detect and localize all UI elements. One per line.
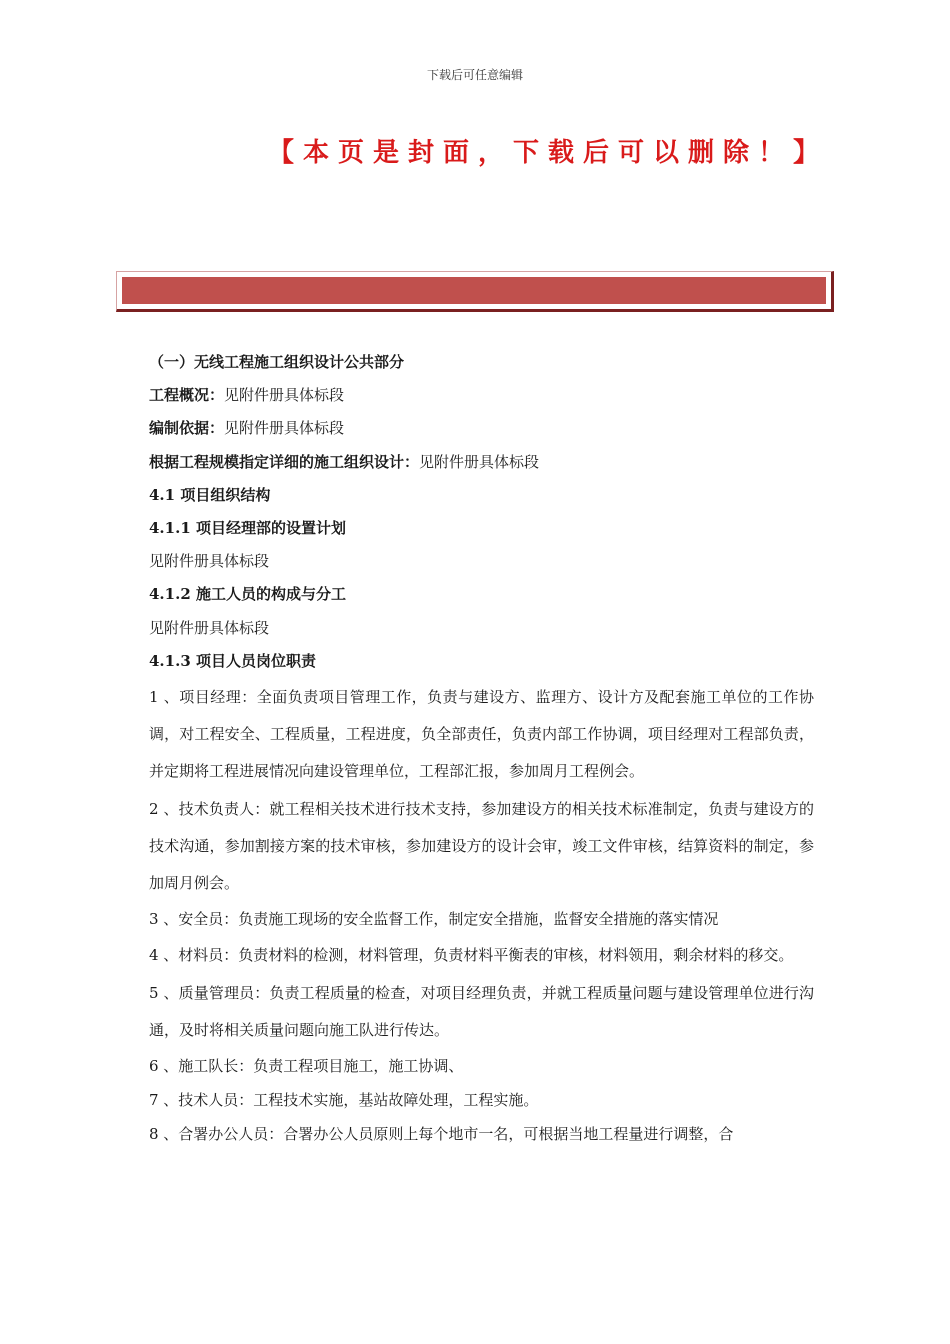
cover-notice: 【本页是封面，下载后可以删除！】 bbox=[268, 138, 829, 168]
design-line bbox=[149, 446, 814, 479]
design-value: 见附件册具体标段 bbox=[419, 452, 540, 471]
duty-construction-captain: 6 、施工队长：负责工程项目施工，施工协调、 bbox=[149, 1057, 464, 1076]
design-label: 根据工程规模指定详细的施工组织设计： bbox=[149, 452, 420, 471]
page-header-note: 下载后可任意编辑 bbox=[426, 68, 523, 82]
heading-4-1-2: 4.1.2 施工人员的构成与分工 bbox=[149, 585, 346, 604]
overview-label: 工程概况： bbox=[149, 386, 225, 405]
paragraph-4-1-1: 见附件册具体标段 bbox=[149, 552, 270, 571]
overview-line bbox=[149, 379, 814, 412]
section-title: （一）无线工程施工组织设计公共部分 bbox=[149, 353, 405, 371]
duty-technical-lead: 2 、技术负责人：就工程相关技术进行技术支持，参加建设方的相关技术标准制定，负责与建设方的技术沟通，参加割接方案的技术审核，参加建设方的设计会审，竣工文件审核，结算资料的制定，参加周月例会。 bbox=[149, 799, 814, 892]
duty-joint-office-staff: 8 、合署办公人员：合署办公人员原则上每个地市一名，可根据当地工程量进行调整，合 bbox=[149, 1125, 734, 1144]
duty-quality-manager: 5 、质量管理员：负责工程质量的检查，对项目经理负责，并就工程质量问题与建设管理单位进行沟通，及时将相关质量问题向施工队进行传达。 bbox=[149, 984, 814, 1040]
basis-label: 编制依据： bbox=[149, 419, 225, 438]
paragraph-4-1-2: 见附件册具体标段 bbox=[149, 618, 270, 637]
basis-line bbox=[149, 412, 814, 445]
basis-value: 见附件册具体标段 bbox=[224, 419, 345, 438]
banner-fill bbox=[122, 277, 826, 304]
duty-materials-officer: 4 、材料员：负责材料的检测，材料管理，负责材料平衡表的审核，材料领用，剩余材料的移交。 bbox=[149, 946, 794, 965]
duty-project-manager: 1 、项目经理：全面负责项目管理工作，负责与建设方、监理方、设计方及配套施工单位的工作协调，对工程安全、工程质量，工程进度，负全部责任，负责内部工作协调，项目经理对工程部负责，并定期将工程进展情况向建设管理单位，工程部汇报，参加周月工程例会。 bbox=[149, 687, 814, 780]
document-body bbox=[149, 346, 814, 1152]
decorative-banner bbox=[116, 271, 834, 312]
duty-technical-staff: 7 、技术人员：工程技术实施，基站故障处理，工程实施。 bbox=[149, 1091, 539, 1110]
duty-safety-officer: 3 、安全员：负责施工现场的安全监督工作，制定安全措施，监督安全措施的落实情况 bbox=[149, 909, 719, 928]
heading-4-1-1: 4.1.1 项目经理部的设置计划 bbox=[149, 518, 346, 537]
heading-4-1-3: 4.1.3 项目人员岗位职责 bbox=[149, 651, 316, 670]
heading-4-1: 4.1 项目组织结构 bbox=[149, 485, 271, 504]
overview-value: 见附件册具体标段 bbox=[224, 386, 345, 405]
